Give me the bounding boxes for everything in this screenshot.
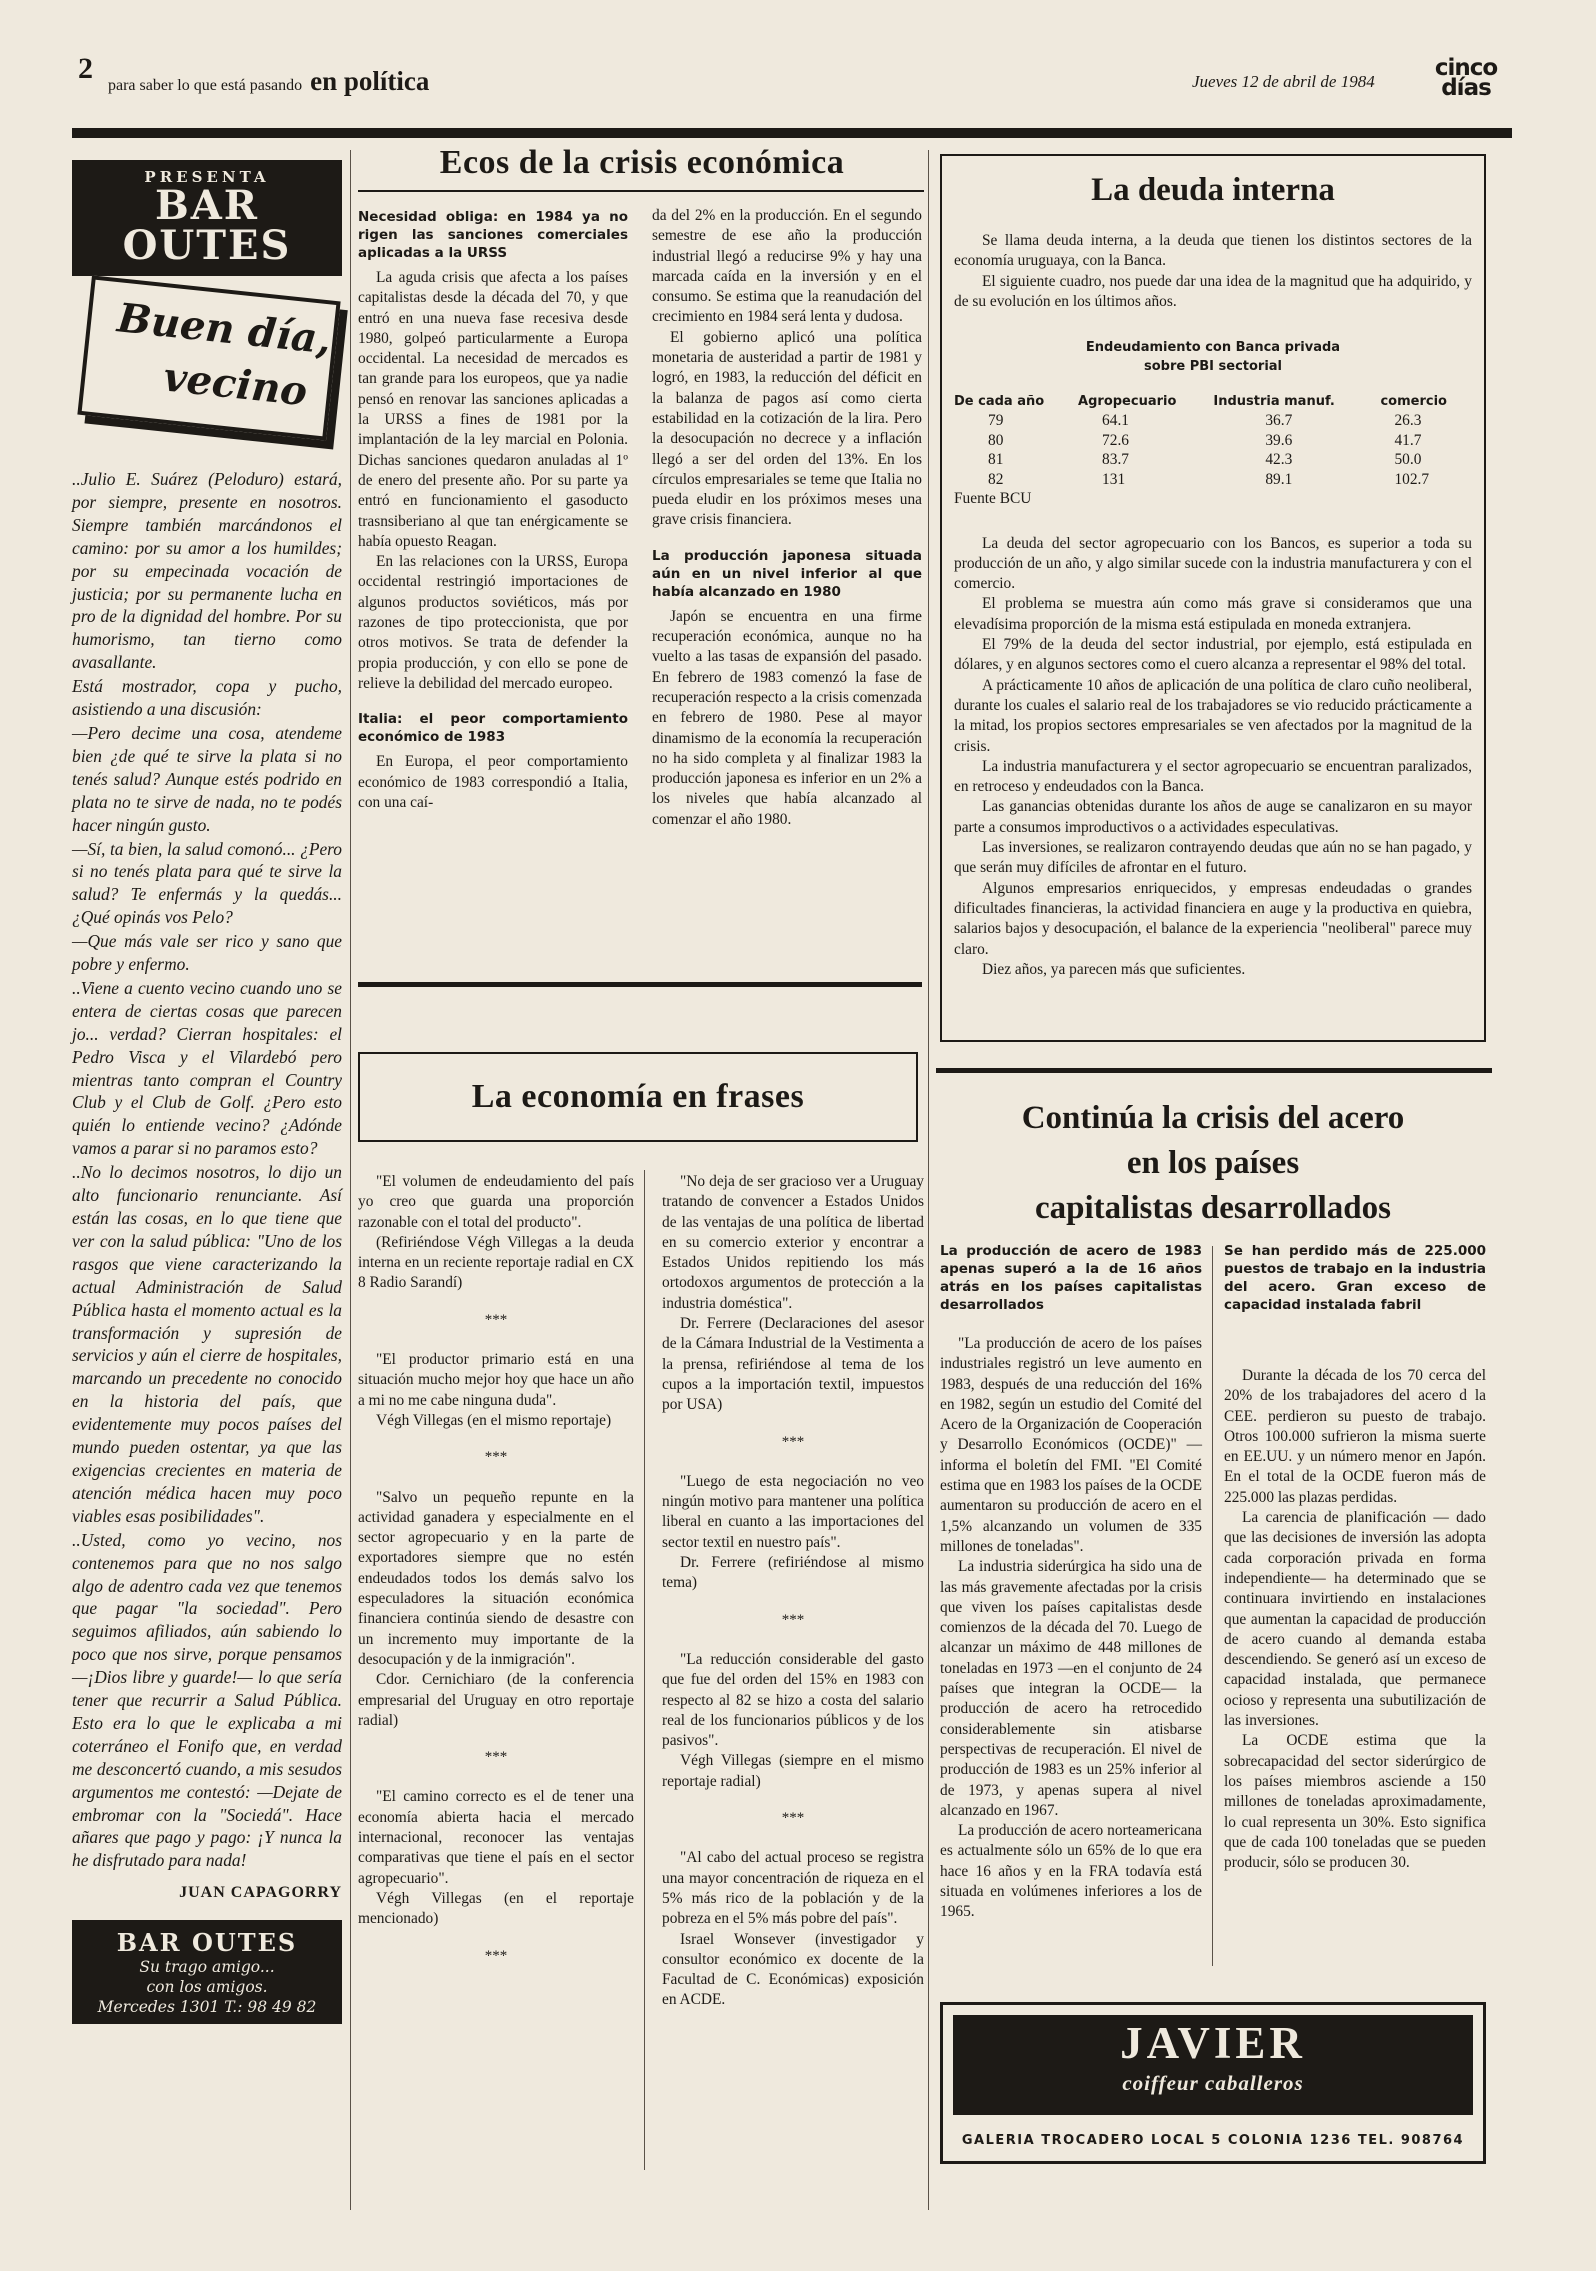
frases-headline-box [358, 1052, 918, 1142]
table-row [954, 470, 1472, 490]
table-cell: 89.1 [1265, 470, 1293, 488]
separator-stars: *** [781, 1810, 805, 1827]
paragraph: Durante la década de los 70 cerca del 20% de los trabajadores del acero d la CEE. perdieron su puesto de trabajo. Otros 100.000 sufrieron la misma suerte en EE.UU. y un número menor en Japón. En el total de la OCDE fueron más de 225.000 las plazas perdidas. [1224, 1367, 1486, 1506]
paragraph: ..No lo decimos nosotros, lo dijo un alto funcionario renunciante. Así están las cosas, en lo que tiene que ver con la salud pública: "Uno de los rasgos que viene caracterizando la actual Administración de Salud Pública hasta el momento actual es la transformación y supresión de servicios y aún el cierre de hospitales, marcando un precedente no conocido en la historia del país, que evidentemente muy pocos países del mundo pueden ostentar, ya que las exigencias crecientes en materia de atención médica hacen muy poco viables esas posibilidades". [72, 1162, 342, 1526]
paragraph: Se llama deuda interna, a la deuda que tienen los distintos sectores de la economía uruguaya, con la Banca. [954, 232, 1472, 270]
paragraph: El siguiente cuadro, nos puede dar una idea de la magnitud que ha adquirido, y de su evolución en los últimos años. [954, 272, 1472, 310]
paragraph: ..Usted, como yo vecino, nos contenemos para que no nos salgo algo de adentro cada vez que tenemos que pagar "la sociedad". Pero seguimos afiliados, aún sabiendo lo poco que nos sirve, porque pensamos —¡Dios libre y guarde!— lo que sería tener que recurrir a Salud Pública. Esto era lo que le explicaba a mi coterráneo el Fonifo que, en verdad me desconcertó cuando, a mis sesudos argumentos me contestó: —Dejate de embromar con la "Sociedá". Hace añares que pago y pago: ¡Y nunca la he disfrutado para nada! [72, 1529, 342, 1871]
separator-stars: *** [484, 1749, 508, 1766]
section-rule [936, 1068, 1492, 1073]
table-header-cell: Agropecuario [1078, 394, 1177, 410]
table-title [954, 338, 1472, 376]
banner-bar: BAR [154, 182, 260, 229]
stamp-line-2: vecino [161, 353, 310, 416]
section-label [108, 66, 429, 97]
table-cell: 131 [1102, 470, 1126, 488]
table-cell: 50.0 [1394, 451, 1422, 469]
paragraph: Cdor. Cernichiaro (de la conferencia empresarial del Uruguay en otro reportaje radial) [358, 1671, 634, 1729]
paragraph: La industria siderúrgica ha sido una de las más gravemente afectadas por la crisis que viven los países capitalistas desde comienzos de la década del 70. Luego de alcanzar un máximo de 448 millones de toneladas en 1973 —en el conjunto de 24 países que integran la OCDE— la producción de acero ha retrocedido considerablemente sin atisbarse perspectivas de recuperación. El nivel de producción de 1983 es un 25% inferior al de 1973, y apenas supera al nivel alcanzado en 1967. [940, 1558, 1202, 1819]
column-divider [928, 150, 929, 2210]
table-row [954, 411, 1472, 431]
paragraph: Diez años, ya parecen más que suficientes. [982, 960, 1246, 978]
issue-date: Jueves 12 de abril de 1984 [1192, 72, 1375, 91]
page-header [72, 52, 1512, 101]
banner-outes: OUTES [122, 222, 292, 269]
paragraph: Dr. Ferrere (Declaraciones del asesor de la Cámara Industrial de la Vestimenta a la prensa, refiriéndose al tema de los cupos a la importación textil, impuestos por USA) [662, 1315, 924, 1414]
paragraph: La industria manufacturera y el sector agropecuario se encuentran paralizados, en retroceso y endeudados con la Banca. [954, 757, 1472, 796]
table-row [954, 450, 1472, 470]
paragraph: —Que más vale ser rico y sano que pobre y enfermo. [72, 931, 342, 975]
paragraph: "No deja de ser gracioso ver a Uruguay tratando de convencer a Estados Unidos de las ventajas de una política de libertad en su comercio exterior y encontrar a Estados Unidos repitiendo los más ortodoxos argumentos de protección a la industria doméstica". [662, 1173, 924, 1312]
ecos-column-a [358, 206, 628, 852]
section-name: en política [310, 66, 430, 96]
frases-headline: La economía en frases [471, 1078, 805, 1115]
bar-outes-banner [72, 160, 342, 276]
table-cell: 81 [988, 451, 1004, 469]
javier-name: JAVIER [1120, 2018, 1306, 2068]
ecos-text-b [652, 328, 922, 531]
ad-name: BAR OUTES [116, 1928, 298, 1958]
paragraph: La carencia de planificación — dado que las decisiones de inversión las adopta cada corporación privada en forma independiente— ha determinado que se continuara invirtiendo en instalaciones que aumentan la capacidad de producción de acero cuando al demanda estaba descendiendo. Se generó así un exceso de capacidad instalada, que permanece ocioso y representa una subutilización de las inversiones. [1224, 1509, 1486, 1730]
table-header-cell: comercio [1380, 394, 1447, 410]
ad-line: Su trago amigo... [139, 1958, 275, 1977]
section-rule [358, 982, 922, 987]
author-byline: JUAN CAPAGORRY [179, 1884, 342, 1902]
column-divider [644, 1170, 645, 2170]
banner-presenta: PRESENTA [144, 168, 270, 186]
paragraph: "Salvo un pequeño repunte en la actividad ganadera y especialmente en el sector agropecuario y en la parte de exportadores siempre que no estén endeudados todos los demás salvo los especuladores la situación económica financiera continúa siendo de desastre con un incremento muy importante de la desocupación y de la inmigración". [358, 1488, 634, 1668]
ecos-column-b [652, 206, 922, 830]
paragraph: da del 2% en la producción. En el segundo semestre de ese año la producción industrial llegó a reducirse 9% y hay una marcada caída en la inversión y en el consumo. Se estima que la reanudación del crecimiento en 1984 será lenta y dudosa. [652, 207, 922, 326]
paragraph: A prácticamente 10 años de aplicación de una política de claro cuño neoliberal, durante los cuales el salario real de los trabajadores se vio reducido prácticamente a la mitad, los propios sectores empresariales se ven afectados por la magnitud de la crisis. [954, 676, 1472, 755]
paragraph: "La reducción considerable del gasto que fue del orden del 15% en 1983 con respecto al 82 se hizo a costa del salario real de los funcionarios públicos y de los pasivos". [662, 1650, 924, 1750]
table-cell: 41.7 [1394, 431, 1422, 449]
table-cell: 42.3 [1265, 451, 1293, 469]
bar-outes-column [72, 160, 342, 2024]
separator-stars: *** [484, 1947, 508, 1964]
paragraph: La producción de acero norteamericana es actualmente sólo un 65% de lo que era hace 16 años y en la FRA todavía está situada en volúmenes inferiores a los de 1965. [940, 1822, 1202, 1921]
separator-stars: *** [781, 1433, 805, 1450]
paragraph: —Pero decime una cosa, atendeme bien ¿de qué te sirve la plata si no tenés salud? Aunque estés podrido en plata no te sirve de nada, no te podés hacer ningún gusto. [72, 722, 342, 835]
header-rule [72, 128, 1512, 138]
table-header-cell: De cada año [954, 394, 1045, 410]
paragraph: ..Julio E. Suárez (Peloduro) estará, por siempre, presente en nosotros. Siempre también marcándonos el camino: por su amor a los humildes; por su empecinada vocación de justicia; por su permanente lucha en pro de la dignidad del hombre. Por su humorismo, tan tierno como avasallante. [72, 469, 342, 673]
table-body [954, 411, 1472, 489]
table-cell: 102.7 [1394, 470, 1430, 488]
section-lead: para saber lo que está pasando [108, 77, 303, 94]
ecos-text-a [358, 268, 628, 694]
paragraph: Algunos empresarios enriquecidos, y empresas endeudadas o grandes dificultades financieras, la actividad financiera en auge y la productiva en quiebra, salarios bajos y desocupación, el balance de la experiencia "neoliberal" parece muy claro. [954, 879, 1472, 958]
paragraph: Las inversiones, se realizaron contrayendo deudas que aún no se han pagado, y que serán muy difíciles de afrontar en el futuro. [954, 839, 1472, 877]
spacer [652, 531, 922, 545]
paragraph: "El camino correcto es el de tener una economía abierta hacia el mercado internacional, reconocer las ventajas comparativas que tiene el país en el sector agropecuario". [358, 1788, 634, 1887]
paragraph: Israel Wonsever (investigador y consultor económico ex docente de la Facultad de C. Económicas) exposición en ACDE. [662, 1930, 924, 2009]
acero-headline-3: capitalistas desarrollados [1035, 1190, 1391, 1226]
table-cell: 80 [988, 431, 1004, 449]
paragraph: El problema se muestra aún como más grave si consideramos que una elevadísima proporción de la misma está estipulada en moneda extranjera. [954, 595, 1472, 633]
ad-line: con los amigos. [146, 1978, 268, 1997]
table-header-row [954, 394, 1472, 411]
masthead-logo: cinco días [1434, 55, 1498, 101]
table-header-cell: Industria manuf. [1213, 394, 1335, 410]
paragraph: La deuda del sector agropecuario con los Bancos, es superior a toda su producción de un año, y algo similar sucede con la industria manufacturera y con el comercio. [954, 534, 1472, 593]
subheading: La producción japonesa situada aún en un nivel inferior al que había alcanzado en 1980 [652, 547, 922, 600]
table-cell: 83.7 [1102, 451, 1129, 469]
table-title-1: Endeudamiento con Banca privada [1085, 340, 1341, 356]
column-body [72, 468, 342, 1872]
ecos-headline: Ecos de la crisis económica [439, 144, 845, 181]
paragraph: Está mostrador, copa y pucho, asistiendo a una discusión: [72, 676, 342, 720]
paragraph: En las relaciones con la URSS, Europa occidental restringió importaciones de algunos productos soviéticos, más por razones de tipo proteccionista, que por otros motivos. Se trata de defender la propia producción, y con ello se pone de relieve la debilidad del mercado europeo. [358, 553, 628, 692]
spacer [1224, 1320, 1486, 1366]
javier-band [953, 2015, 1473, 2115]
paragraph: La OCDE estima que la sobrecapacidad del sector siderúrgico de los países miembros asciende a 150 millones de toneladas aproximadamente, lo cual representa un 30%. Esto significa que de cada 100 toneladas que se pueden producir, sólo se producen 30. [1224, 1732, 1486, 1872]
subheading: Necesidad obliga: en 1984 ya no rigen las sanciones comerciales aplicadas a la URSS [358, 209, 628, 261]
paragraph: (Refiriéndose Végh Villegas a la deuda interna en un reciente reportaje radial en CX 8 Radio Sarandí) [358, 1233, 634, 1292]
javier-tagline: coiffeur caballeros [1122, 2071, 1304, 2095]
deuda-interna-box [940, 154, 1486, 1042]
frases-column-a [358, 1172, 634, 1986]
paragraph: Dr. Ferrere (refiriéndose al mismo tema) [662, 1554, 924, 1592]
table-title-2: sobre PBI sectorial [1143, 359, 1283, 375]
paragraph: El gobierno aplicó una política monetaria de austeridad a partir de 1981 y logró, en 1983, la reducción del déficit en la balanza de pagos así como cierta estabilidad en la cotización de la lira. Pero la desocupación no decrece y a inflación llegó a ser del orden del 13%. En los círculos empresariales se teme que Italia no pueda eludir en los próximos meses una grave crisis financiera. [652, 328, 922, 529]
ad-line: Mercedes 1301 T.: 98 49 82 [97, 1998, 317, 2017]
paragraph: "El volumen de endeudamiento del país yo creo que guarda una proporción razonable con el total del producto". [358, 1173, 634, 1231]
table-cell: 79 [988, 412, 1004, 430]
table-cell: 64.1 [1102, 412, 1129, 430]
buen-dia-stamp [77, 275, 340, 440]
acero-text-b [1224, 1366, 1486, 1873]
separator-stars: *** [484, 1449, 508, 1466]
column-divider [1212, 1246, 1213, 1966]
table-cell: 36.7 [1265, 412, 1293, 430]
javier-address: GALERIA TROCADERO LOCAL 5 COLONIA 1236 TEL. 908764 [961, 2133, 1465, 2148]
acero-column-b [1224, 1240, 1486, 1873]
acero-headline-1: Continúa la crisis del acero [1021, 1100, 1405, 1136]
table-source: Fuente BCU [954, 489, 1032, 507]
paragraph: Las ganancias obtenidas durante los años de auge se canalizaron en su mayor parte a consumos improductivos o a actividades especulativas. [954, 798, 1472, 836]
table-cell: 39.6 [1265, 431, 1293, 449]
separator-stars: *** [484, 1311, 508, 1328]
deuda-intro [954, 231, 1472, 312]
headline-rule [358, 190, 924, 192]
spacer [358, 694, 628, 708]
deuda-headline: La deuda interna [1091, 172, 1335, 208]
paragraph: "El productor primario está en una situación mucho mejor hoy que hace un año a mi no me cabe ninguna duda". [358, 1351, 634, 1409]
subheading: La producción de acero de 1983 apenas superó a la de 16 años atrás en los países capitalistas desarrollados [940, 1243, 1202, 1313]
subheading: Se han perdido más de 225.000 puestos de trabajo en la industria del acero. Gran exceso de capacidad instalada fabril [1224, 1243, 1486, 1313]
separator-stars: *** [781, 1611, 805, 1628]
acero-headline-2: en los países [1126, 1145, 1300, 1181]
javier-ad [940, 2002, 1486, 2164]
paragraph: En Europa, el peor comportamiento económico de 1983 correspondió a Italia, con una caí- [358, 753, 628, 811]
acero-column-a [940, 1240, 1202, 1923]
frases-column-b [662, 1172, 924, 2011]
deuda-body [954, 534, 1472, 981]
paragraph: Végh Villegas (en el reportaje mencionado) [358, 1889, 634, 1928]
column-divider [350, 150, 351, 2210]
deuda-table [954, 394, 1472, 489]
paragraph: El 79% de la deuda del sector industrial, por ejemplo, está estipulada en dólares, y en algunos sectores como el cuero alcanza a representar el 98% del total. [954, 636, 1472, 674]
page-number: 2 [78, 52, 93, 85]
paragraph: Japón se encuentra en una firme recuperación económica, aunque no ha vuelto a las tasas de expansión del pasado. En febrero de 1983 comenzó la fase de recuperación respecto a la crisis comenzada en febrero de 1980. Pese al mayor dinamismo de la economía la recuperación no ha sido completa y al finalizar 1983 la producción japonesa es inferior en un 2% a los niveles que había alcanzado al comenzar el año 1980. [652, 607, 922, 828]
table-cell: 72.6 [1102, 431, 1129, 449]
paragraph: "Al cabo del actual proceso se registra una mayor concentración de riqueza en el 5% más rico de la población y de la pobreza en el 5% más pobre del país". [662, 1849, 924, 1928]
stamp-line-1: Buen día, [115, 294, 334, 364]
paragraph: ..Viene a cuento vecino cuando uno se entera de ciertas cosas que parecen jo... verdad? Cierran hospitales: el Pedro Visca y el Vilardebó pero mientras tanto compran el Country Club y el Club de Golf. ¿Pero esto quién lo entiende vecino? ¿Adónde vamos a parar si no paramos esto? [72, 977, 342, 1159]
paragraph: Végh Villegas (siempre en el mismo reportaje radial) [662, 1752, 924, 1790]
paragraph: La aguda crisis que afecta a los países capitalistas desde la década del 70, y que entró en una nueva fase recesiva desde 1980, golpeó particularmente a Europa occidental. La necesidad de mercados es tan grande para los europeos, que ya nadie pensó en renovar las sanciones aplicadas a la URSS a fines de 1981 por la implantación de la ley marcial en Polonia. Dichas sanciones quedaron anuladas al 1º de enero del presente año. Por su parte ya entró en funcionamiento el gasoducto trasnsiberiano al que tan enérgicamente se había opuesto Reagan. [358, 269, 628, 550]
bar-outes-ad [72, 1920, 342, 2024]
table-cell: 26.3 [1394, 412, 1422, 430]
table-row [954, 431, 1472, 451]
acero-text-a [940, 1334, 1202, 1923]
table-cell: 82 [988, 470, 1004, 488]
spacer [940, 1320, 1202, 1334]
subheading: Italia: el peor comportamiento económico de 1983 [358, 711, 628, 746]
acero-headline [940, 1096, 1486, 1231]
paragraph: "La producción de acero de los países industriales registró un leve aumento en 1983, después de una reducción del 16% en 1982, según un estudio del Comité del Acero de la Organización de Cooperación y Desarrollo Económicos (OCDE)" —informa el boletín del FMI. "El Comité estima que en 1983 los países de la OCDE aumentaron su producción de acero en el 1,5% alcanzando un volumen de 335 millones de toneladas". [940, 1335, 1202, 1555]
paragraph: "Luego de esta negociación no veo ningún motivo para mantener una política liberal en cuanto a las importaciones del sector textil en nuestro país". [662, 1472, 924, 1551]
paragraph: Végh Villegas (en el mismo reportaje) [376, 1411, 612, 1429]
paragraph: —Sí, ta bien, la salud comonó... ¿Pero si no tenés plata para qué te sirve la salud? Te enfermás y la quedás... ¿Qué opinás vos Pelo? [72, 838, 342, 928]
